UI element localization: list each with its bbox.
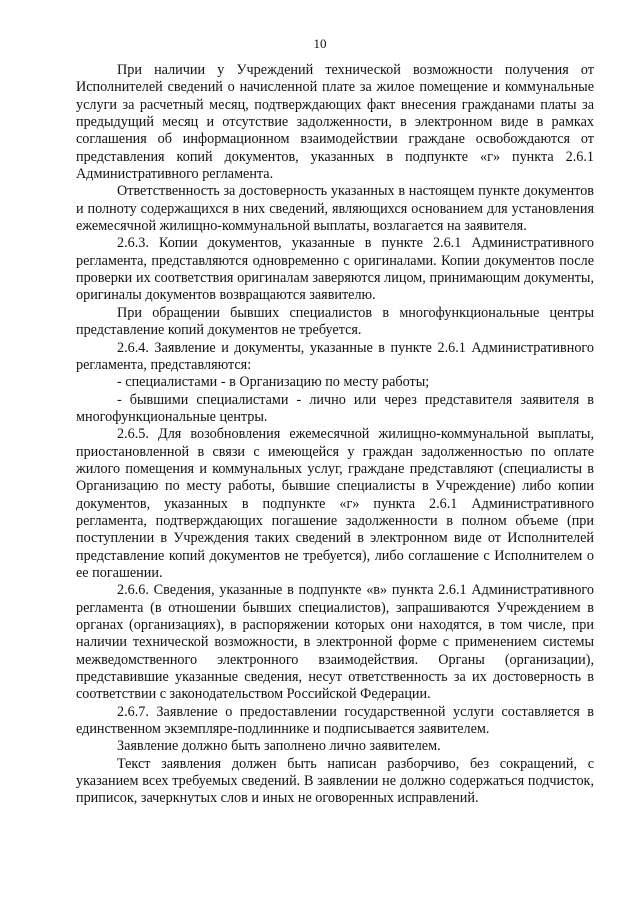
- paragraph-legibility: Текст заявления должен быть написан разборчиво, без сокращений, с указанием всех требуемых сведений. В заявлении не должно содержаться подчисток, приписок, зачеркнутых слов и иных не оговоренных исправлений.: [76, 755, 594, 807]
- paragraph-2-6-6: 2.6.6. Сведения, указанные в подпункте «в» пункта 2.6.1 Административного регламента (в отношении бывших специалистов), запрашиваются Учреждением в органах (организациях), в распоряжении которых они находятся, в том числе, при наличии технической возможности, в электронной форме с применением системы межведомственного электронного взаимодействия. Органы (организации), представившие указанные сведения, несут ответственность за их достоверность в соответствии с законодательством Российской Федерации.: [76, 582, 594, 703]
- list-item-specialists: - специалистами - в Организацию по месту работы;: [117, 374, 430, 391]
- paragraph-tech-possibility: При наличии у Учреждений технической возможности получения от Исполнителей сведений о начисленной плате за жилое помещение и коммунальные услуги за расчетный месяц, подтверждающих факт внесения гражданами платы за предыдущий месяц и отсутствие задолженности, в электронном виде в рамках соглашения об информационном взаимодействии граждане освобождаются от представления копий документов, указанных в подпункте «г» пункта 2.6.1 Административного регламента.: [76, 62, 594, 183]
- paragraph-former-specialists: При обращении бывших специалистов в многофункциональные центры представление копий документов не требуется.: [76, 304, 594, 339]
- paragraph-responsibility: Ответственность за достоверность указанных в настоящем пункте документов и полноту содержащихся в них сведений, являющихся основанием для установления ежемесячной жилищно-коммунальной выплаты, возлагается на заявителя.: [76, 183, 594, 235]
- list-item-former-specialists: - бывшими специалистами - лично или через представителя заявителя в многофункциональные центры.: [76, 391, 594, 425]
- paragraph-2-6-4: 2.6.4. Заявление и документы, указанные в пункте 2.6.1 Административного регламента, представляются:: [76, 339, 594, 373]
- paragraph-2-6-5: 2.6.5. Для возобновления ежемесячной жилищно-коммунальной выплаты, приостановленной в связи с имеющейся у граждан задолженностью по оплате жилого помещения и коммунальных услуг, граждане представляют (специалисты в Организацию по месту работы, бывшие специалисты в Учреждение) либо копии документов, указанных в подпункте «г» пункта 2.6.1 Административного регламента, подтверждающих погашение задолженности в полном объеме (при поступлении в Учреждения таких сведений в электронном виде от Исполнителей представление копий документов не требуется), либо соглашение с Исполнителем о ее погашении.: [76, 426, 594, 581]
- document-body: [76, 62, 594, 808]
- paragraph-2-6-7: 2.6.7. Заявление о предоставлении государственной услуги составляется в единственном экземпляре-подлиннике и подписывается заявителем.: [76, 703, 594, 738]
- page-number: 10: [313, 36, 327, 51]
- paragraph-filled-personally: Заявление должно быть заполнено лично заявителем.: [117, 738, 441, 755]
- paragraph-2-6-3: 2.6.3. Копии документов, указанные в пункте 2.6.1 Административного регламента, представляются одновременно с оригиналами. Копии документов после проверки их соответствия оригиналам заверяются лицом, принимающим документы, оригиналы документов возвращаются заявителю.: [76, 235, 594, 304]
